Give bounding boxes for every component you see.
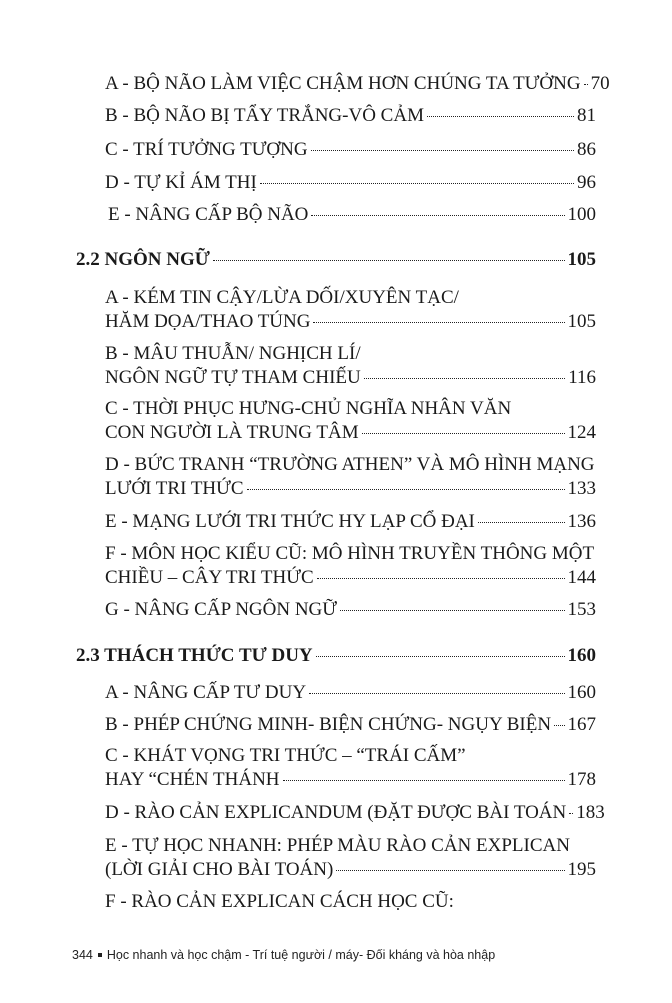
toc-page-number: 144 [567,567,596,588]
toc-entry-title-line: NGÔN NGỮ TỰ THAM CHIẾU [105,367,361,388]
toc-page-number: 70 [590,73,610,94]
toc-entry-title: D - RÀO CẢN EXPLICANDUM (ĐẶT ĐƯỢC BÀI TOÁN [105,802,567,823]
toc-entry-title-line: HĂM DỌA/THAO TÚNG [105,311,311,332]
toc-page-number: 133 [567,478,596,499]
toc-page-number: 105 [567,311,596,332]
footer-page-number: 344 [72,948,93,962]
toc-entry-brain-slower[interactable] [105,73,610,94]
toc-entry-school-of-athens[interactable] [105,455,596,499]
toc-page-number: 105 [567,249,596,270]
toc-entry-title-line: LƯỚI TRI THỨC [105,478,244,499]
toc-section-thinking[interactable] [76,646,596,666]
dot-leader [283,780,565,781]
toc-entry-title: A - NÂNG CẤP TƯ DUY [105,682,307,703]
toc-entry-explican-old-learning[interactable] [105,892,596,912]
toc-entry-thinking-upgrade[interactable] [105,683,596,703]
toc-entry-title: C - TRÍ TƯỞNG TƯỢNG [105,139,308,160]
dot-leader [362,433,565,434]
page-footer [72,948,495,962]
dot-leader [340,610,564,611]
dot-leader [260,183,574,184]
toc-entry-autosuggestion[interactable] [105,173,596,193]
toc-entry-old-subjects[interactable] [105,544,596,588]
toc-section-language[interactable] [76,250,596,270]
toc-entry-title: F - RÀO CẢN EXPLICAN CÁCH HỌC CŨ: [105,891,454,912]
toc-entry-knowledge-desire[interactable] [105,746,596,790]
toc-entry-imagination[interactable] [105,140,596,160]
toc-entry-title-line: CHIỀU – CÂY TRI THỨC [105,567,314,588]
dot-leader [247,489,565,490]
toc-entry-title: E - MẠNG LƯỚI TRI THỨC HY LẠP CỔ ĐẠI [105,511,475,532]
toc-entry-title-line: C - KHÁT VỌNG TRI THỨC – “TRÁI CẤM” [105,745,466,766]
toc-section-title: 2.2 NGÔN NGỮ [76,249,210,270]
dot-leader [311,215,564,216]
toc-page-number: 160 [567,682,596,703]
dot-leader [554,725,564,726]
footer-book-title: Học nhanh và học chậm - Trí tuệ người / máy- Đối kháng và hòa nhập [106,948,496,962]
toc-page-number: 153 [567,599,596,620]
toc-entry-explicandum[interactable] [105,802,605,823]
toc-page-number: 160 [567,645,596,666]
toc-entry-title: E - NÂNG CẤP BỘ NÃO [108,204,309,225]
toc-page-number: 124 [567,422,596,443]
toc-entry-proof-dialectic[interactable] [105,715,596,735]
dot-leader [364,378,565,379]
toc-entry-title: D - TỰ KỈ ÁM THỊ [105,172,257,193]
toc-page-number: 81 [577,105,596,126]
toc-entry-title-line: E - TỰ HỌC NHANH: PHÉP MÀU RÀO CẢN EXPLICAN [105,835,570,856]
toc-page-number: 167 [567,714,596,735]
toc-entry-title-line: (LỜI GIẢI CHO BÀI TOÁN) [105,859,334,880]
dot-leader [478,522,565,523]
toc-page-number: 116 [568,367,596,388]
toc-entry-title-line: C - THỜI PHỤC HƯNG-CHỦ NGHĨA NHÂN VĂN [105,398,512,419]
toc-entry-title-line: D - BỨC TRANH “TRƯỜNG ATHEN” VÀ MÔ HÌNH MẠNG [105,454,595,475]
dot-leader [213,260,565,261]
dot-leader [317,578,565,579]
toc-entry-title: G - NÂNG CẤP NGÔN NGỮ [105,599,338,620]
dot-leader [336,870,564,871]
toc-entry-brain-bleached[interactable] [105,106,596,126]
toc-page-number: 136 [567,511,596,532]
toc-page-number: 86 [577,139,596,160]
toc-entry-paradox[interactable] [105,344,596,388]
toc-entry-self-learning[interactable] [105,836,596,880]
toc-page-number: 183 [576,802,605,823]
dot-leader [309,693,564,694]
toc-page-number: 96 [577,172,596,193]
toc-page-number: 178 [567,769,596,790]
toc-entry-title-line: B - MÂU THUẪN/ NGHỊCH LÍ/ [105,343,361,364]
dot-leader [584,84,588,85]
toc-entry-title-line: A - KÉM TIN CẬY/LỪA DỐI/XUYÊN TẠC/ [105,287,459,308]
dot-leader [311,150,574,151]
toc-entry-title: B - PHÉP CHỨNG MINH- BIỆN CHỨNG- NGỤY BIỆN [105,714,552,735]
toc-entry-title-line: CON NGƯỜI LÀ TRUNG TÂM [105,422,359,443]
toc-entry-language-upgrade[interactable] [105,600,596,620]
dot-leader [316,656,565,657]
toc-entry-brain-upgrade[interactable] [108,205,596,225]
toc-page-number: 100 [567,204,596,225]
bullet-icon [98,953,102,957]
toc-entry-title: A - BỘ NÃO LÀM VIỆC CHẬM HƠN CHÚNG TA TƯỞNG [105,73,581,94]
toc-page-number: 195 [567,859,596,880]
toc-section-title: 2.3 THÁCH THỨC TƯ DUY [76,645,313,666]
toc-entry-title: B - BỘ NÃO BỊ TẨY TRẮNG-VÔ CẢM [105,105,424,126]
toc-entry-greek-network[interactable] [105,512,596,532]
toc-entry-title-line: F - MÔN HỌC KIỂU CŨ: MÔ HÌNH TRUYỀN THÔNG MỘT [105,543,595,564]
toc-entry-renaissance[interactable] [105,399,596,443]
toc-entry-title-line: HAY “CHÉN THÁNH [105,769,280,790]
dot-leader [313,322,564,323]
toc-entry-unreliable[interactable] [105,288,596,332]
dot-leader [569,813,573,814]
dot-leader [427,116,574,117]
